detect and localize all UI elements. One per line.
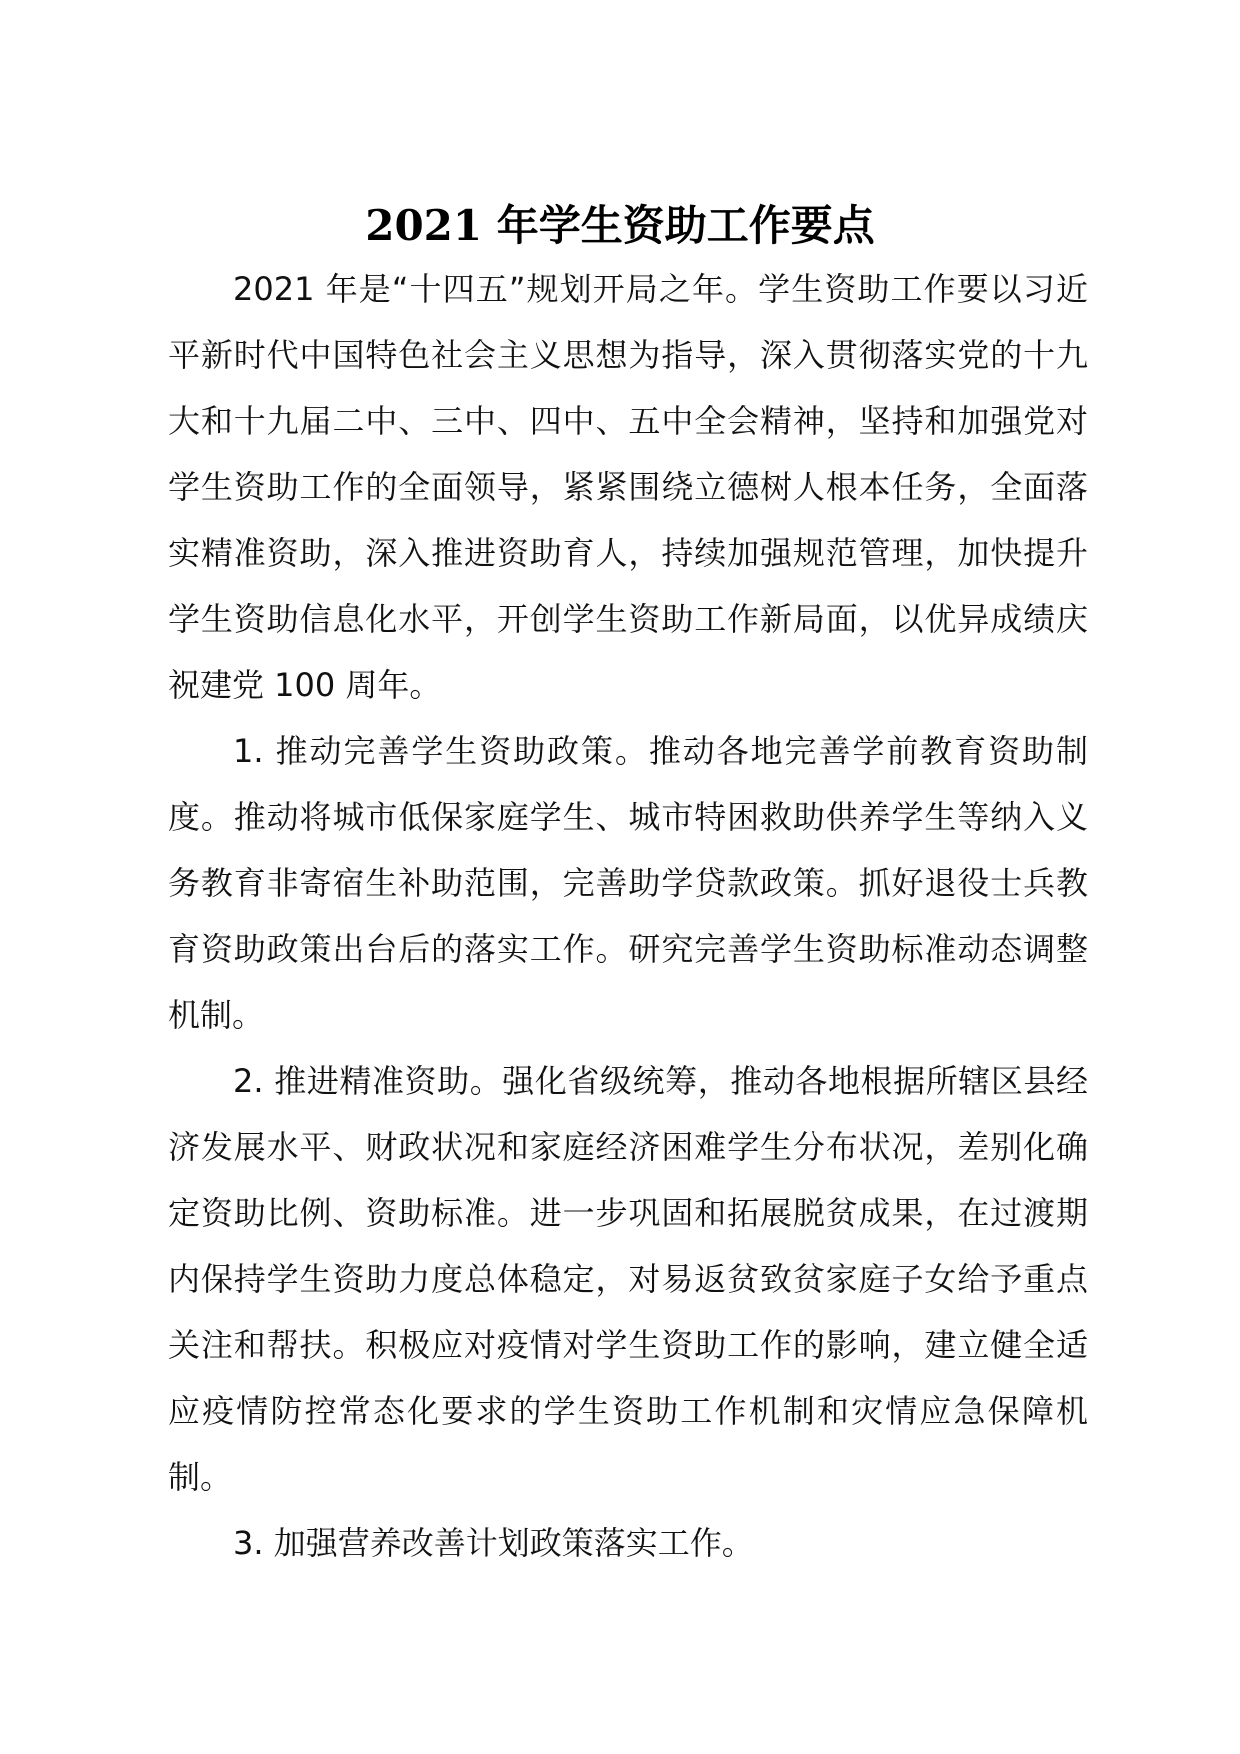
- paragraph-item-2: 2. 推进精准资助。强化省级统筹，推动各地根据所辖区县经济发展水平、财政状况和家庭经济困难学生分布状况，差别化确定资助比例、资助标准。进一步巩固和拓展脱贫成果，在过渡期内保持学生资助力度总体稳定，对易返贫致贫家庭子女给予重点关注和帮扶。积极应对疫情对学生资助工作的影响，建立健全适应疫情防控常态化要求的学生资助工作机制和灾情应急保障机制。: [168, 1062, 1088, 1496]
- paragraph-intro: 2021 年是“十四五”规划开局之年。学生资助工作要以习近平新时代中国特色社会主义思想为指导，深入贯彻落实党的十九大和十九届二中、三中、四中、五中全会精神，坚持和加强党对学生资助工作的全面领导，紧紧围绕立德树人根本任务，全面落实精准资助，深入推进资助育人，持续加强规范管理，加快提升学生资助信息化水平，开创学生资助工作新局面，以优异成绩庆祝建党 100 周年。: [168, 270, 1088, 704]
- document-body: [168, 256, 1088, 1576]
- paragraph-item-1: 1. 推动完善学生资助政策。推动各地完善学前教育资助制度。推动将城市低保家庭学生、城市特困救助供养学生等纳入义务教育非寄宿生补助范围，完善助学贷款政策。抓好退役士兵教育资助政策出台后的落实工作。研究完善学生资助标准动态调整机制。: [168, 732, 1088, 1034]
- document-title: 2021 年学生资助工作要点: [365, 201, 875, 250]
- paragraph-item-3: 3. 加强营养改善计划政策落实工作。: [233, 1524, 754, 1562]
